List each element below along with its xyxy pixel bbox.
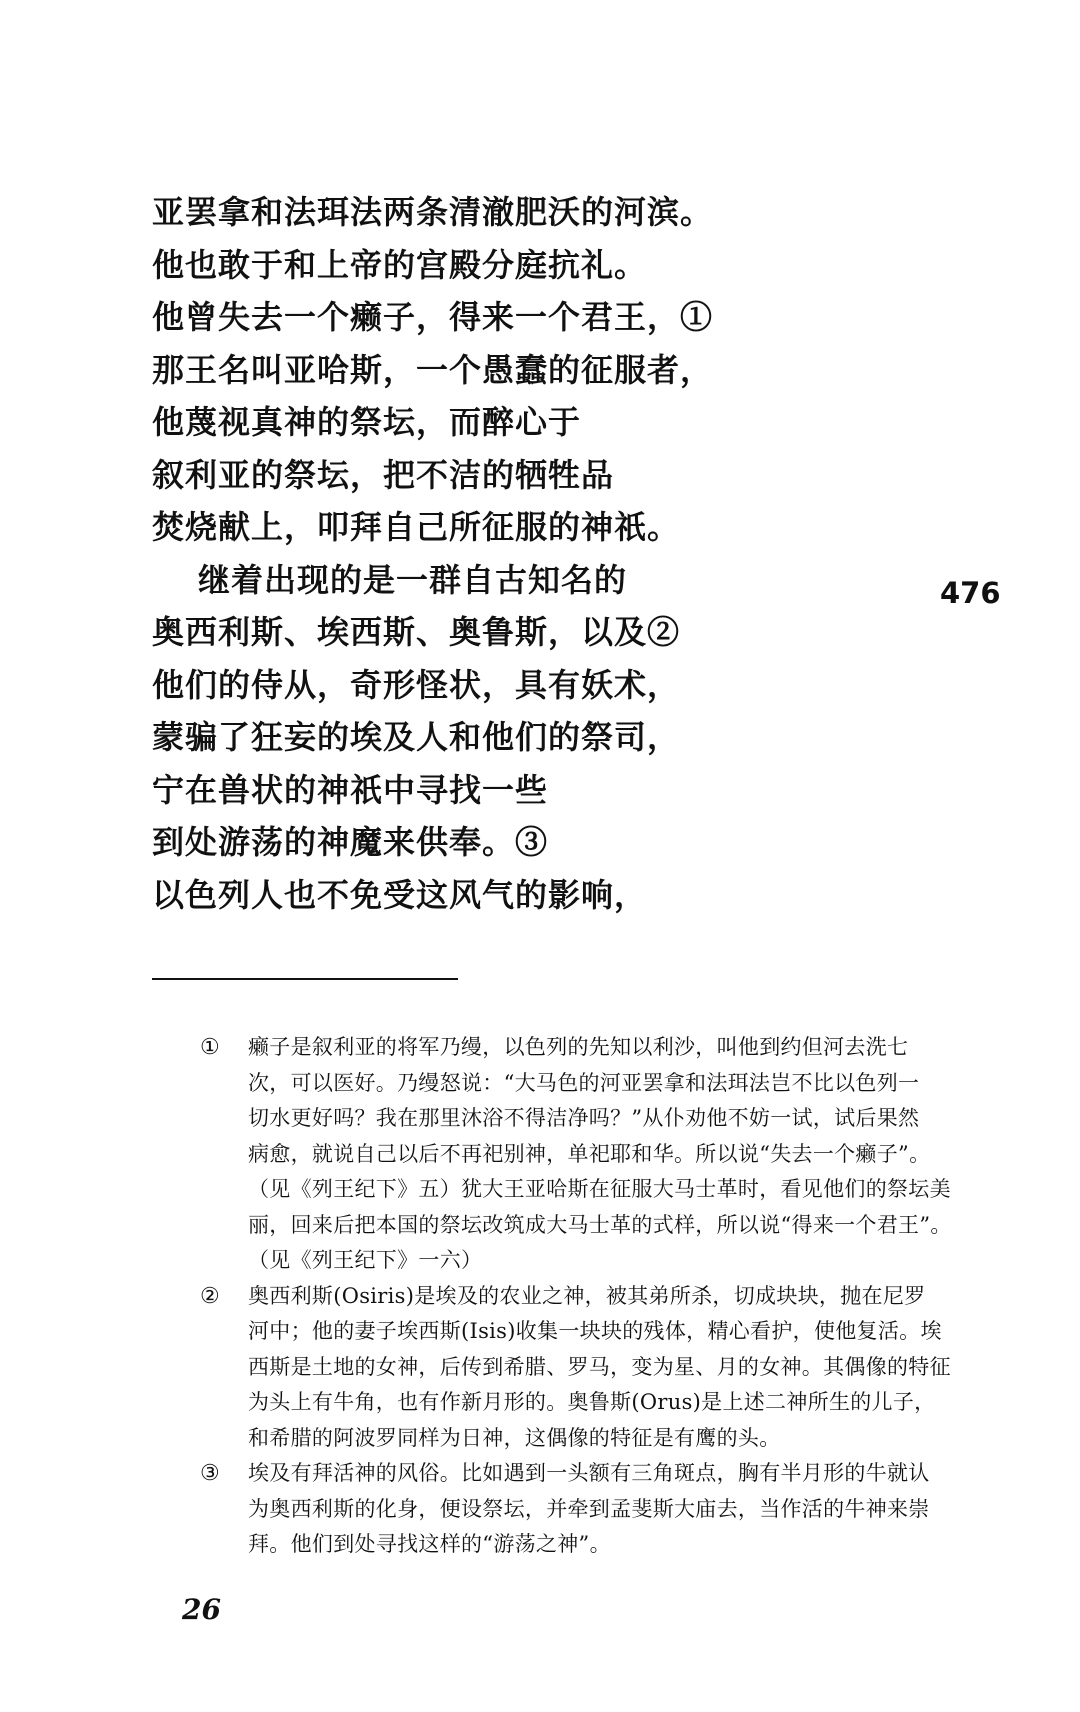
- footnote-line: 癞子是叙利亚的将军乃缦，以色列的先知以利沙，叫他到约但河去洗七: [248, 1035, 909, 1059]
- verse-line: 那王名叫亚哈斯，一个愚蠢的征服者，: [152, 350, 714, 389]
- verse-line: 以色列人也不免受这风气的影响，: [152, 875, 648, 914]
- footnote-line: （见《列王纪下》五）犹大王亚哈斯在征服大马士革时，看见他们的祭坛美: [248, 1177, 951, 1201]
- verse-line: 亚罢拿和法珥法两条清澈肥沃的河滨。: [152, 193, 714, 231]
- footnote-marker: ②: [200, 1283, 220, 1309]
- verse-line-indented: 继着出现的是一群自古知名的: [198, 560, 628, 599]
- verse-line: 到处游荡的神魔来供奉。③: [152, 823, 549, 861]
- verse-line: 叙利亚的祭坛，把不洁的牺牲品: [152, 455, 615, 494]
- footnote-line: 和希腊的阿波罗同样为日神，这偶像的特征是有鹰的头。: [248, 1425, 781, 1450]
- footnote-line: 次，可以医好。乃缦怒说：“大马色的河亚罢拿和法珥法岂不比以色列一: [248, 1070, 920, 1095]
- footnote: [200, 1456, 990, 1563]
- verse-line: 他们的侍从，奇形怪状，具有妖术，: [152, 665, 681, 704]
- page-number: 26: [182, 1593, 221, 1626]
- footnote-line: 为头上有牛角，也有作新月形的。奥鲁斯(Orus)是上述二神所生的儿子，: [248, 1390, 936, 1414]
- footnote-line: 丽，回来后把本国的祭坛改筑成大马士革的式样，所以说“得来一个君王”。: [248, 1212, 952, 1237]
- footnote-line: 切水更好吗？我在那里沐浴不得洁净吗？”从仆劝他不妨一试，试后果然: [248, 1106, 920, 1130]
- verse-line-number: 476: [940, 576, 1001, 610]
- footnote-line: 西斯是土地的女神，后传到希腊、罗马，变为星、月的女神。其偶像的特征: [248, 1354, 951, 1379]
- footnote: [200, 1279, 990, 1457]
- footnote-line: 奥西利斯(Osiris)是埃及的农业之神，被其弟所杀，切成块块，抛在尼罗: [248, 1283, 926, 1308]
- footnote-marker: ①: [200, 1035, 220, 1060]
- verse-line: 他也敢于和上帝的宫殿分庭抗礼。: [152, 245, 648, 284]
- footnote-line: （见《列王纪下》一六）: [248, 1248, 483, 1272]
- verse-line: 奥西利斯、埃西斯、奥鲁斯，以及②: [152, 613, 681, 651]
- footnote-marker: ③: [200, 1461, 220, 1486]
- footnote-divider: [152, 978, 458, 980]
- footnote-line: 河中；他的妻子埃西斯(Isis)收集一块块的残体，精心看护，使他复活。埃: [248, 1319, 942, 1343]
- footnote-line: 为奥西利斯的化身，便设祭坛，并牵到孟斐斯大庙去，当作活的牛神来崇: [248, 1496, 930, 1521]
- poem-text: [152, 186, 892, 921]
- footnote-line: 病愈，就说自己以后不再祀别神，单祀耶和华。所以说“失去一个癞子”。: [248, 1141, 931, 1166]
- footnote: [200, 1030, 990, 1279]
- footnote-line: 埃及有拜活神的风俗。比如遇到一头额有三角斑点，胸有半月形的牛就认: [248, 1461, 930, 1485]
- verse-line: 蒙骗了狂妄的埃及人和他们的祭司，: [152, 718, 681, 756]
- verse-line: 宁在兽状的神祇中寻找一些: [152, 770, 549, 809]
- footnotes: [200, 1030, 990, 1563]
- verse-line: 他曾失去一个癞子，得来一个君王，①: [152, 298, 714, 336]
- footnote-line: 拜。他们到处寻找这样的“游荡之神”。: [248, 1532, 611, 1556]
- verse-line: 他蔑视真神的祭坛，而醉心于: [152, 403, 582, 441]
- verse-line: 焚烧献上，叩拜自己所征服的神祇。: [152, 508, 681, 546]
